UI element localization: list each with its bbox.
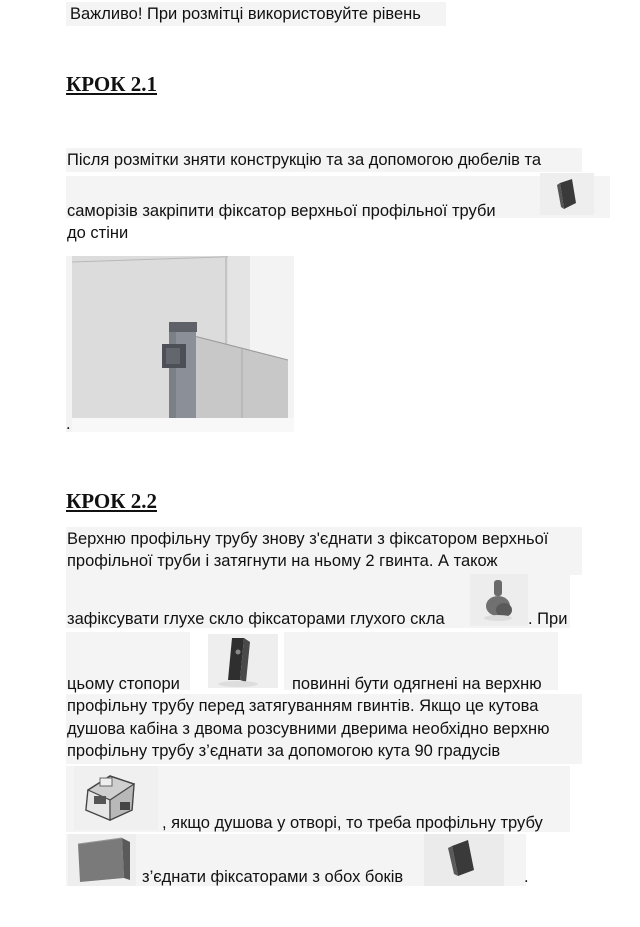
installation-illustration [66, 256, 294, 432]
step-2-2-line-6: душова кабіна з двома розсувними дверима необхідно верхню [67, 720, 550, 738]
step-2-2-line-9a: з’єднати фіксаторами з обох боків [142, 868, 404, 886]
step-2-2-line-8: , якщо душова у отворі, то треба профільну трубу [162, 814, 543, 832]
step-2-2-line-3b: . При [528, 610, 568, 628]
step-2-1-line-3: до стіни [67, 224, 129, 242]
glass-holder-icon [470, 574, 528, 626]
step-2-1-heading: КРОК 2.1 [66, 72, 157, 96]
step-2-2-line-5: профільну трубу перед затягуванням гвинтів. Якщо це кутова [67, 697, 539, 715]
step-2-1-line-2: саморізів закріпити фіксатор верхньої профільної труби [67, 202, 496, 220]
step-2-1-dot: . [66, 415, 71, 433]
step-2-2-line-4a: цьому стопори [67, 675, 180, 693]
profile-tube-icon [68, 834, 136, 886]
step-2-2-heading: КРОК 2.2 [66, 489, 157, 513]
step-2-2-line-9b: . [524, 868, 529, 886]
fixator-icon-2 [424, 834, 504, 886]
step-2-2-line-1: Верхню профільну трубу знову з'єднати з фіксатором верхньої [67, 530, 549, 548]
step-2-2-line-3a: зафіксувати глухе скло фіксаторами глухого скла [67, 610, 445, 628]
step-2-1-line-1: Після розмітки зняти конструкцію та за допомогою дюбелів та [67, 151, 542, 169]
important-note: Важливо! При розмітці використовуйте рівень [70, 5, 421, 23]
step-2-2-line-4b: повинні бути одягнені на верхню [292, 675, 542, 693]
stopper-icon [190, 632, 284, 690]
fixator-icon [540, 173, 594, 215]
step-2-2-line-7: профільну трубу з’єднати за допомогою кута 90 градусів [67, 742, 501, 760]
step-2-2-line-2: профільної труби і затягнути на ньому 2 гвинта. А також [67, 552, 498, 570]
corner-connector-icon [74, 766, 158, 830]
